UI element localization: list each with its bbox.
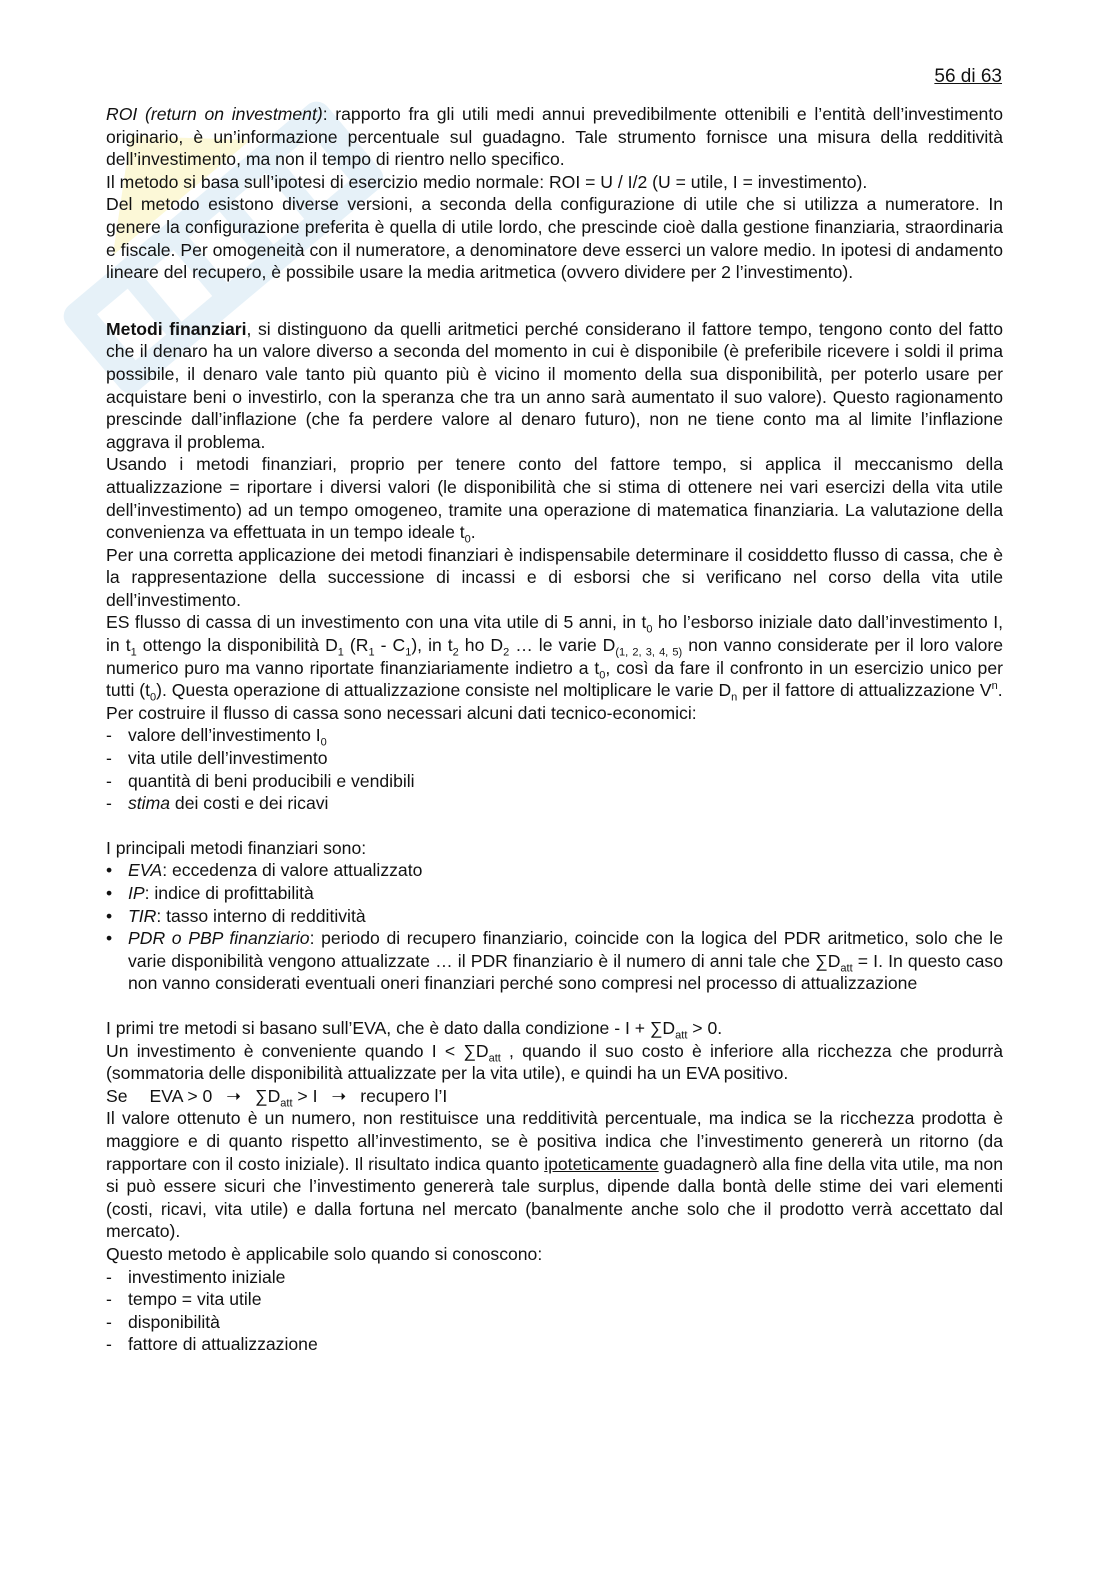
list-item: - investimento iniziale [106,1266,1003,1289]
eva-applicable: Questo metodo è applicabile solo quando si conoscono: [106,1243,543,1264]
financial-heading: Metodi finanziari [106,318,247,339]
list-item: - quantità di beni producibili e vendibili [106,770,1003,793]
financial-intro: Metodi finanziari, si distinguono da quelli aritmetici perché considerano il fattore tempo, tengono conto del fatto che il denaro ha un valore diverso a seconda del momento in cui è disponibile (è preferibile ricevere i soldi il prima possibile, il denaro vale tanto più quanto più è vicino il momento della sua disponibilità, per poterlo usare per acquistare beni o investirlo, con la speranza che tra un anno sarà aumentato il suo valore). Questo ragionamento prescinde dall’inflazione (che fa perdere valore al denaro futuro), non ne tiene conto ma al limite l’inflazione aggrava il problema. [106,318,1003,452]
list-item: - fattore di attualizzazione [106,1333,1003,1356]
list-item: • IP: indice di profittabilità [106,882,1003,905]
list-item: - disponibilità [106,1311,1003,1334]
list-item: • EVA: eccedenza di valore attualizzato [106,859,1003,882]
financial-cash-flow: Per una corretta applicazione dei metodi finanziari è indispensabile determinare il cosiddetto flusso di cassa, che è la rappresentazione della successione di incassi e di esborsi che si verificano nel corso della vita utile dell’investimento. [106,544,1003,610]
page-number: 56 di 63 [934,66,1002,87]
list-item: • PDR o PBP finanziario: periodo di recupero finanziario, coincide con la logica del PDR aritmetico, solo che le varie disponibilità vengono attualizzate … il PDR finanziario è il numero di anni tale che $\sum D_{att} = I$. In questo caso non vanno considerati eventuali oneri finanziari perché sono compresi nel processo di attualizzazione [106,927,1003,995]
list-item: • TIR: tasso interno di redditività [106,905,1003,928]
financial-data-intro: Per costruire il flusso di cassa sono necessari alcuni dati tecnico-economici: [106,702,697,723]
methods-intro: I principali metodi finanziari sono: [106,837,367,858]
requirements-list [106,1266,1003,1356]
financial-example: ES flusso di cassa di un investimento con una vita utile di 5 anni, in $t_0$ ho l’esborso iniziale dato dall’investimento I, in $t_1$ ottengo la disponibilità $D_1$ $(R_1 - C_1)$, in $t_2$ ho $D_2$ … le varie $D_{(1, 2, 3, 4, 5)}$ non vanno considerate per il loro valore numerico puro ma vanno riportate finanziariamente indietro a $t_0$, così da fare il confronto in un esercizio unico per tutti $(t_0)$. Questa operazione di attualizzazione consiste nel moltiplicare le varie $D_n$ per il fattore di attualizzazione $V^n$. [106,612,1003,704]
list-item: - valore dell’investimento $I_0$ [106,724,1003,747]
eva-value: Il valore ottenuto è un numero, non restituisce una redditività percentuale, ma indica se la ricchezza prodotta è maggiore e di quanto rispetto all’investimento, se è positiva indica che l’investimento genererà un ritorno (da rapportare con il costo iniziale). Il risultato indica quanto ipoteticamente guadagnerò alla fine della vita utile, ma non si può essere sicuri che l’investimento genererà tale surplus, dipende dalla bontà delle stime dei vari elementi (costi, ricavi, vita utile) e dalla fortuna nel mercato (banalmente anche solo che il prodotto verrà accettato dal mercato). [106,1108,1003,1242]
list-item: - stima dei costi e dei ricavi [106,792,1003,815]
roi-basis: Il metodo si basa sull’ipotesi di esercizio medio normale: ROI = U / I/2 (U = utile, I = investimento). [106,171,868,192]
document-body [106,103,1003,1356]
data-list [106,724,1003,814]
eva-rule: Se EVA > 0 ➝ $\sum D_{att} > I$ ➝ recupero l’I [106,1085,448,1110]
methods-list [106,859,1003,995]
list-item: - tempo = vita utile [106,1288,1003,1311]
roi-term: ROI (return on investment) [106,104,323,124]
arrow-right-icon: ➝ [331,1085,347,1106]
roi-paragraph: ROI (return on investment): rapporto fra gli utili medi annui prevedibilmente ottenibili e l’entità dell’investimento originario, è un’informazione percentuale sul guadagno. Tale strumento fornisce una misura della redditività dell’investimento, ma non il tempo di rientro nello specifico. [106,104,1003,170]
eva-condition: I primi tre metodi si basano sull’EVA, che è dato dalla condizione - $I + \sum D_{att} > 0$. [106,1017,723,1042]
list-item: - vita utile dell’investimento [106,747,1003,770]
arrow-right-icon: ➝ [226,1085,242,1106]
eva-convenience: Un investimento è conveniente quando $I < \sum D_{att}$ , quando il suo costo è inferiore alla ricchezza che produrrà (sommatoria delle disponibilità attualizzate per la vita utile), e quindi ha un EVA positivo. [106,1040,1003,1084]
roi-versions: Del metodo esistono diverse versioni, a seconda della configurazione di utile che si utilizza a numeratore. In genere la configurazione preferita è quella di utile lordo, che prescinde cioè dalla gestione finanziaria, straordinaria e fiscale. Per omogeneità con il numeratore, a denominatore deve esserci un valore medio. In ipotesi di andamento lineare del recupero, è possibile usare la media aritmetica (ovvero dividere per 2 l’investimento). [106,194,1003,283]
financial-discounting: Usando i metodi finanziari, proprio per tenere conto del fattore tempo, si applica il meccanismo della attualizzazione = riportare i diversi valori (le disponibilità che si stima di ottenere nei vari esercizi della vita utile dell’investimento) ad un tempo omogeneo, tramite una operazione di matematica finanziaria. La valutazione della convenienza va effettuata in un tempo ideale $t_0$. [106,454,1003,546]
